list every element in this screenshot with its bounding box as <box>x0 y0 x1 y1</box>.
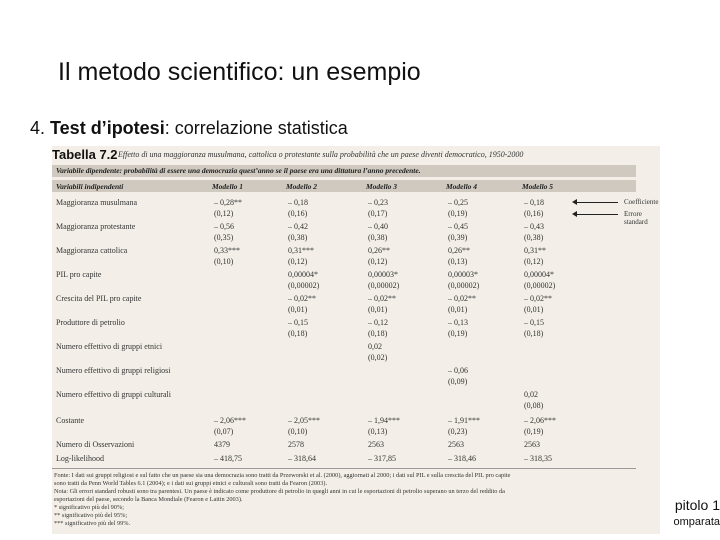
cell-coefficient: – 2,06*** <box>214 416 246 425</box>
cell-std-error: (0,18) <box>288 329 308 338</box>
table-cell <box>524 222 544 244</box>
cell-coefficient: – 0,43 <box>524 222 544 231</box>
cell-std-error: (0,01) <box>448 305 468 314</box>
table-cell <box>368 270 399 292</box>
cell-std-error: (0,00002) <box>448 281 480 290</box>
table-cell <box>368 416 400 438</box>
cell-coefficient: – 0,18 <box>288 198 308 207</box>
table-cell <box>214 246 240 268</box>
row-label: Log-likelihood <box>56 454 104 463</box>
cell-std-error: (0,10) <box>288 427 308 436</box>
table-cell <box>288 416 320 438</box>
cell-coefficient: – 0,42 <box>288 222 308 231</box>
cell-std-error: (0,23) <box>448 427 468 436</box>
cell-coefficient: 0,00004* <box>288 270 318 279</box>
table-header <box>52 146 660 163</box>
cell-coefficient: – 0,02** <box>448 294 476 303</box>
table-cell <box>448 246 470 268</box>
cell-std-error: (0,19) <box>448 329 468 338</box>
table-cell <box>214 198 242 220</box>
slide-subtitle <box>30 118 348 139</box>
cell-std-error: (0,07) <box>214 427 234 436</box>
cell-std-error: (0,12) <box>214 209 234 218</box>
table-cell <box>214 416 246 438</box>
cell-std-error: (0,13) <box>368 427 388 436</box>
column-header-model-5: Modello 5 <box>522 182 554 191</box>
cell-std-error: (0,00002) <box>368 281 400 290</box>
cell-coefficient: – 0,40 <box>368 222 388 231</box>
cell-coefficient: – 2,06*** <box>524 416 556 425</box>
note-line: ** significativo più del 95%; <box>54 512 128 519</box>
cell-coefficient: – 1,91*** <box>448 416 480 425</box>
cell-std-error: (0,12) <box>368 257 388 266</box>
note-line: sono tratti da Penn World Tables 6.1 (2004); e i dati sui gruppi etnici e culturali sono tratti da Fearon (2003). <box>54 480 328 487</box>
table-cell <box>214 222 234 244</box>
subtitle-prefix: 4. <box>30 118 51 138</box>
cell-coefficient: 0,00003* <box>448 270 478 279</box>
table-cell <box>448 416 480 438</box>
table-cell <box>368 342 387 364</box>
cell-coefficient: – 418,75 <box>214 454 242 463</box>
table-caption: Effetto di una maggioranza musulmana, cattolica o protestante sulla probabilità che un paese diventi democratico, 1950-2000 <box>118 150 524 159</box>
row-label: Produttore di petrolio <box>56 318 125 327</box>
note-line: esportazioni del paese, secondo la Banca Mondiale (Fearon e Laitin 2003). <box>54 496 243 503</box>
corner-chapter-text: pitolo 1 <box>674 497 720 513</box>
table-cell <box>368 198 388 220</box>
note-line: *** significativo più del 99%. <box>54 520 131 527</box>
cell-coefficient: 0,33*** <box>214 246 240 255</box>
cell-coefficient: 0,00004* <box>524 270 554 279</box>
note-line: Nota: Gli errori standard robusti sono tra parentesi. Un paese è indicato come produttore di petrolio in quegli anni in cui le esportazioni di petrolio superano un terzo del reddito da <box>54 488 505 495</box>
cell-coefficient: 2578 <box>288 440 304 449</box>
cell-std-error: (0,01) <box>524 305 544 314</box>
legend-coefficient: Coefficiente <box>624 198 659 206</box>
subtitle-rest: : correlazione statistica <box>164 118 348 138</box>
cell-std-error: (0,12) <box>288 257 308 266</box>
table-cell <box>288 246 314 268</box>
cell-coefficient: – 317,85 <box>368 454 396 463</box>
cell-coefficient: 0,26** <box>448 246 470 255</box>
corner-subtitle-text: omparata <box>673 516 720 528</box>
table-notes <box>54 472 654 528</box>
table-cell <box>524 390 543 412</box>
cell-coefficient: – 0,12 <box>368 318 388 327</box>
column-header-model-4: Modello 4 <box>446 182 478 191</box>
table-cell <box>448 222 468 244</box>
table-cell <box>524 246 546 268</box>
row-label: Crescita del PIL pro capite <box>56 294 142 303</box>
cell-std-error: (0,00002) <box>524 281 556 290</box>
row-label: PIL pro capite <box>56 270 102 279</box>
cell-std-error: (0,16) <box>288 209 308 218</box>
cell-coefficient: – 0,02** <box>524 294 552 303</box>
table-cell <box>448 270 479 292</box>
cell-std-error: (0,18) <box>368 329 388 338</box>
cell-coefficient: 2563 <box>368 440 384 449</box>
table-cell <box>288 294 316 316</box>
row-label: Numero effettivo di gruppi etnici <box>56 342 163 351</box>
cell-std-error: (0,38) <box>288 233 308 242</box>
note-line: Fonte: I dati sui gruppi religiosi e sul fatto che un paese sia una democrazia sono tratti da Przeworski et al. (2000), aggiornati al 2000; i dati sul PIL e sulla crescita del PIL pro capite <box>54 472 511 479</box>
cell-coefficient: – 318,35 <box>524 454 552 463</box>
cell-coefficient: – 0,02** <box>368 294 396 303</box>
cell-coefficient: – 1,94*** <box>368 416 400 425</box>
legend-std-error: Errore standard <box>624 210 648 226</box>
cell-std-error: (0,18) <box>524 329 544 338</box>
row-label: Numero effettivo di gruppi culturali <box>56 390 171 399</box>
cell-std-error: (0,38) <box>524 233 544 242</box>
cell-coefficient: 0,02 <box>524 390 538 399</box>
coefficient-arrow <box>576 202 618 203</box>
row-label: Maggioranza cattolica <box>56 246 128 255</box>
table-cell <box>288 318 308 340</box>
table-cell <box>524 416 556 438</box>
table-number: Tabella 7.2 <box>52 147 118 162</box>
table-cell <box>448 294 476 316</box>
cell-coefficient: – 0,23 <box>368 198 388 207</box>
cell-coefficient: – 0,28** <box>214 198 242 207</box>
cell-coefficient: 0,26** <box>368 246 390 255</box>
cell-coefficient: – 0,56 <box>214 222 234 231</box>
cell-coefficient: – 0,15 <box>524 318 544 327</box>
cell-std-error: (0,19) <box>448 209 468 218</box>
table-cell <box>288 270 319 292</box>
cell-std-error: (0,13) <box>448 257 468 266</box>
cell-std-error: (0,08) <box>524 401 544 410</box>
cell-coefficient: – 0,02** <box>288 294 316 303</box>
table-cell <box>448 366 468 388</box>
cell-std-error: (0,01) <box>368 305 388 314</box>
cell-coefficient: – 318,64 <box>288 454 316 463</box>
note-line: * significativo più del 90%; <box>54 504 124 511</box>
table-cell <box>288 222 308 244</box>
cell-std-error: (0,01) <box>288 305 308 314</box>
table-cell <box>368 294 396 316</box>
table-cell <box>448 198 468 220</box>
cell-coefficient: – 0,18 <box>524 198 544 207</box>
cell-coefficient: 0,31*** <box>288 246 314 255</box>
cell-std-error: (0,35) <box>214 233 234 242</box>
cell-std-error: (0,19) <box>524 427 544 436</box>
cell-coefficient: 4379 <box>214 440 230 449</box>
table-cell <box>288 198 308 220</box>
row-label: Maggioranza protestante <box>56 222 136 231</box>
table-cell <box>524 318 544 340</box>
table-cell <box>368 246 390 268</box>
cell-std-error: (0,02) <box>368 353 388 362</box>
cell-coefficient: 0,02 <box>368 342 382 351</box>
row-label: Numero di Osservazioni <box>56 440 135 449</box>
cell-std-error: (0,10) <box>214 257 234 266</box>
cell-coefficient: – 318,46 <box>448 454 476 463</box>
cell-coefficient: – 0,15 <box>288 318 308 327</box>
cell-coefficient: – 0,13 <box>448 318 468 327</box>
cell-std-error: (0,39) <box>448 233 468 242</box>
column-header-model-3: Modello 3 <box>366 182 398 191</box>
cell-coefficient: – 0,25 <box>448 198 468 207</box>
cell-coefficient: 2563 <box>448 440 464 449</box>
cell-std-error: (0,09) <box>448 377 468 386</box>
std-error-arrow <box>576 214 618 215</box>
cell-coefficient: 0,31** <box>524 246 546 255</box>
table-cell <box>448 318 468 340</box>
dependent-variable-bar <box>52 165 636 177</box>
table-cell <box>524 294 552 316</box>
cell-coefficient: 2563 <box>524 440 540 449</box>
cell-std-error: (0,38) <box>368 233 388 242</box>
regression-table <box>52 146 660 534</box>
dependent-variable-text: Variabile dipendente: probabilità di essere una democrazia quest’anno se il paese era una dittatura l’anno precedente. <box>56 166 421 175</box>
table-cell <box>524 198 544 220</box>
table-bottom-rule <box>52 468 636 469</box>
table-cell <box>524 270 555 292</box>
cell-coefficient: – 0,45 <box>448 222 468 231</box>
column-header-variables: Variabili indipendenti <box>56 182 124 191</box>
row-label: Numero effettivo di gruppi religiosi <box>56 366 171 375</box>
table-cell <box>368 318 388 340</box>
cell-coefficient: – 0,06 <box>448 366 468 375</box>
row-label: Maggioranza musulmana <box>56 198 138 207</box>
column-header-model-1: Modello 1 <box>212 182 244 191</box>
cell-std-error: (0,12) <box>524 257 544 266</box>
cell-coefficient: – 2,05*** <box>288 416 320 425</box>
cell-std-error: (0,17) <box>368 209 388 218</box>
cell-std-error: (0,00002) <box>288 281 320 290</box>
cell-std-error: (0,16) <box>524 209 544 218</box>
row-label: Costante <box>56 416 84 425</box>
subtitle-bold: Test d’ipotesi <box>50 118 165 138</box>
table-cell <box>368 222 388 244</box>
cell-coefficient: 0,00003* <box>368 270 398 279</box>
slide-title: Il metodo scientifico: un esempio <box>58 58 421 86</box>
column-header-model-2: Modello 2 <box>286 182 318 191</box>
